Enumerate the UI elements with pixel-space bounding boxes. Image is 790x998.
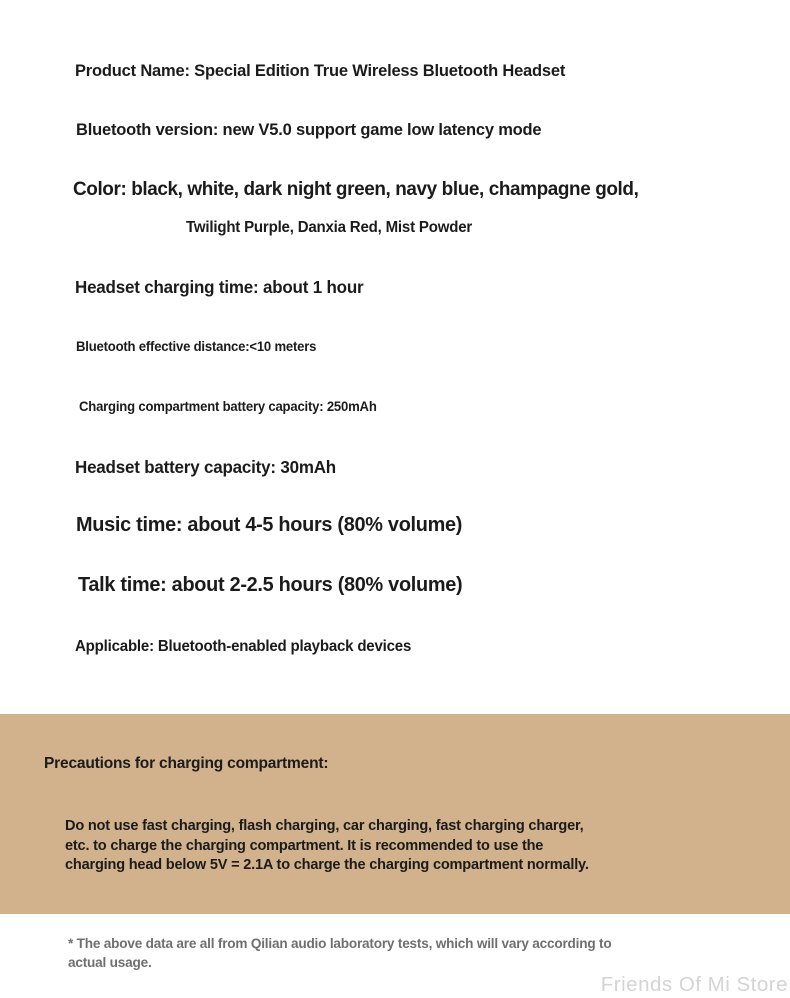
footnote-line: * The above data are all from Qilian audio laboratory tests, which will vary according to — [68, 935, 612, 951]
spec-color-line-2: Twilight Purple, Danxia Red, Mist Powder — [186, 219, 473, 236]
spec-talk-time: Talk time: about 2-2.5 hours (80% volume) — [78, 573, 463, 596]
spec-charging-compartment-battery-capacity: Charging compartment battery capacity: 250mAh — [79, 399, 377, 414]
lab-test-footnote — [68, 934, 611, 972]
precautions-band — [0, 714, 790, 914]
precautions-body-line: etc. to charge the charging compartment. It is recommended to use the — [65, 836, 544, 854]
spec-product-name: Product Name: Special Edition True Wireless Bluetooth Headset — [75, 61, 566, 80]
spec-bluetooth-effective-distance: Bluetooth effective distance:<10 meters — [76, 339, 317, 354]
spec-applicable-devices: Applicable: Bluetooth-enabled playback devices — [75, 638, 412, 655]
store-watermark: Friends Of Mi Store — [600, 973, 788, 996]
precautions-title: Precautions for charging compartment: — [44, 755, 329, 772]
spec-bluetooth-version: Bluetooth version: new V5.0 support game low latency mode — [76, 120, 542, 139]
spec-headset-charging-time: Headset charging time: about 1 hour — [75, 277, 364, 297]
spec-color-line-1: Color: black, white, dark night green, navy blue, champagne gold, — [73, 178, 639, 200]
footnote-line: actual usage. — [68, 954, 152, 970]
precautions-body-line: Do not use fast charging, flash charging, car charging, fast charging charger, — [65, 817, 584, 834]
precautions-body-line: charging head below 5V = 2.1A to charge the charging compartment normally. — [65, 856, 589, 873]
spec-headset-battery-capacity: Headset battery capacity: 30mAh — [75, 457, 336, 477]
precautions-body — [65, 816, 589, 875]
spec-music-time: Music time: about 4-5 hours (80% volume) — [76, 513, 463, 536]
